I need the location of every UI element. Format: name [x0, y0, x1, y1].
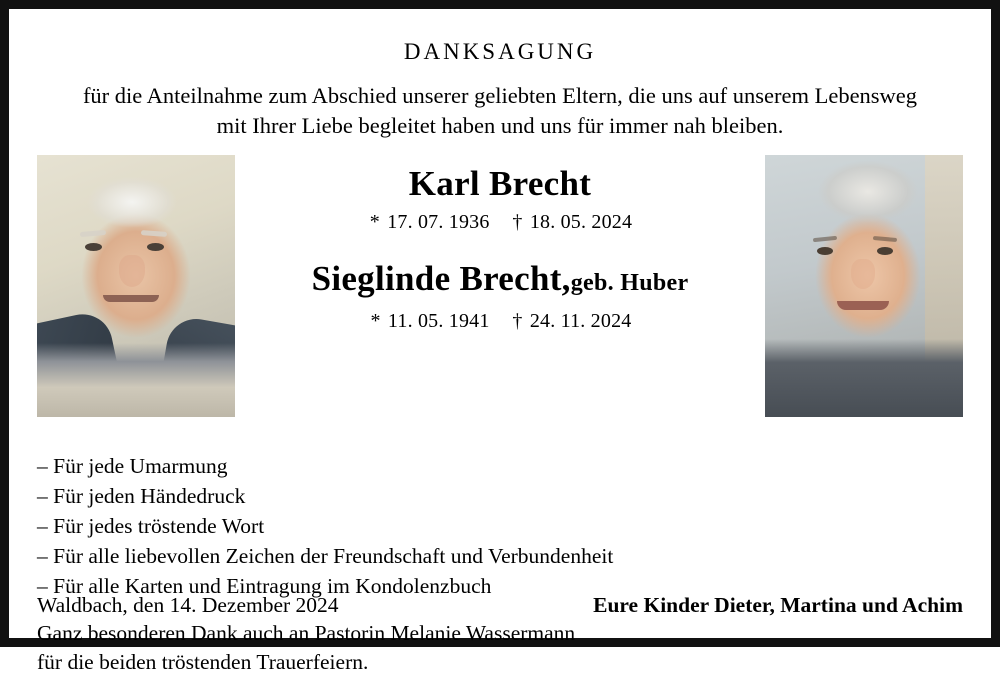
eye-left — [817, 247, 833, 255]
verse-item: – Für alle Karten und Eintragung im Kondolenzbuch — [37, 574, 492, 598]
place-and-date: Waldbach, den 14. Dezember 2024 — [37, 593, 339, 617]
nose — [119, 255, 145, 287]
portrait-photo-left — [37, 155, 235, 417]
page-title: DANKSAGUNG — [403, 39, 597, 64]
collar-shape — [765, 339, 963, 417]
eyebrow-right — [141, 230, 167, 237]
intro-text — [43, 81, 957, 141]
birth-date-1: 17. 07. 1936 — [387, 211, 490, 233]
thanks-line-1: Ganz besonderen Dank auch an Pastorin Melanie Wassermann — [37, 621, 576, 645]
death-date-2: 24. 11. 2024 — [529, 310, 632, 332]
person-name-1 — [243, 163, 757, 205]
person-dates-2 — [243, 310, 757, 333]
mouth — [103, 295, 159, 302]
nose — [851, 259, 875, 289]
intro-line-2: mit Ihrer Liebe begleitet haben und uns für immer nah bleiben. — [216, 113, 784, 138]
collar-shape — [37, 343, 235, 417]
person-name-2-maiden: geb. Huber — [570, 270, 689, 296]
portrait-photo-right — [765, 155, 963, 417]
eyebrow-right — [873, 236, 897, 242]
person-name-2-text: Sieglinde Brecht, — [311, 259, 571, 298]
birth-symbol-2: * — [370, 310, 381, 332]
verses-list — [37, 451, 963, 601]
spacer — [243, 234, 757, 250]
eye-right — [147, 243, 164, 251]
thanks-text — [37, 619, 963, 677]
eyebrow-left — [80, 230, 106, 237]
eye-right — [877, 247, 893, 255]
names-block — [235, 155, 765, 333]
eye-left — [85, 243, 102, 251]
birth-symbol-1: * — [369, 211, 380, 233]
person-name-2 — [243, 258, 757, 304]
intro-line-1: für die Anteilnahme zum Abschied unserer geliebten Eltern, die uns auf unserem Lebensweg — [82, 83, 918, 108]
mouth — [837, 301, 889, 310]
death-symbol-1: † — [512, 211, 523, 233]
person-dates-1 — [243, 211, 757, 234]
verse-item: – Für jedes tröstende Wort — [37, 514, 265, 538]
birth-date-2: 11. 05. 1941 — [387, 310, 490, 332]
body-area — [37, 155, 963, 417]
signature: Eure Kinder Dieter, Martina und Achim — [593, 593, 963, 617]
person-name-1-text: Karl Brecht — [408, 164, 592, 203]
death-symbol-2: † — [512, 310, 523, 332]
footer — [37, 593, 963, 618]
thanks-line-2: für die beiden tröstenden Trauerfeiern. — [37, 650, 369, 674]
death-date-1: 18. 05. 2024 — [529, 211, 633, 233]
obituary-inner — [9, 9, 991, 674]
verse-item: – Für jede Umarmung — [37, 454, 228, 478]
eyebrow-left — [813, 236, 837, 242]
verse-item: – Für alle liebevollen Zeichen der Freundschaft und Verbundenheit — [37, 544, 614, 568]
verse-item: – Für jeden Händedruck — [37, 484, 246, 508]
